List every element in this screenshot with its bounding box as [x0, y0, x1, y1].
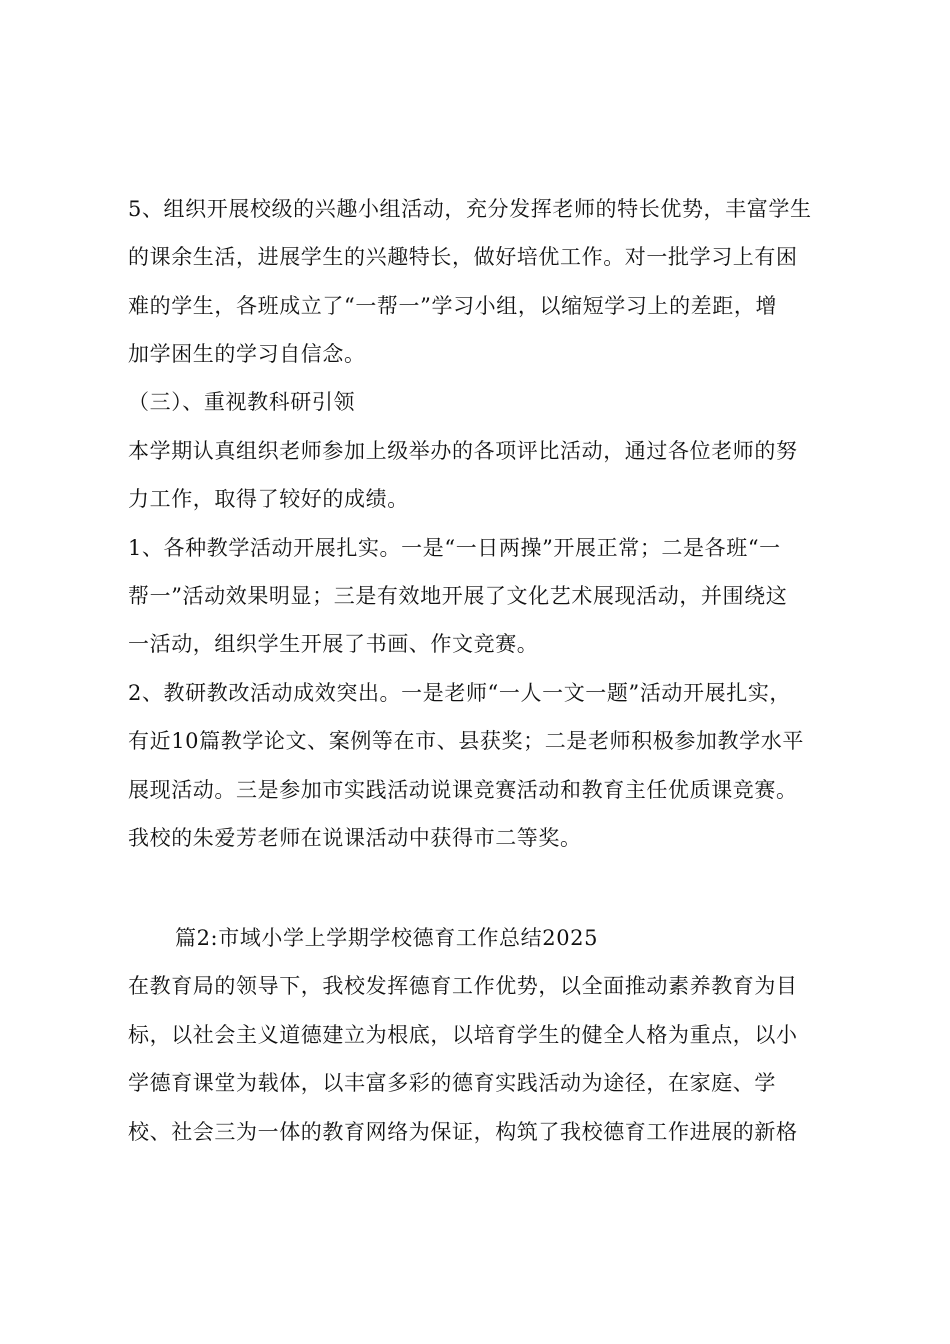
section-heading: （三）、重视教科研引领 [128, 390, 356, 414]
paragraph-line: 力工作，取得了较好的成绩。 [128, 487, 409, 511]
paragraph-line: 加学困生的学习自信念。 [128, 342, 366, 366]
paragraph-line: 校、社会三为一体的教育网络为保证，构筑了我校德育工作进展的新格 [128, 1120, 798, 1144]
paragraph-line: 有近10篇教学论文、案例等在市、县获奖；二是老师积极参加教学水平 [128, 729, 804, 753]
paragraph-line: 本学期认真组织老师参加上级举办的各项评比活动，通过各位老师的努 [128, 439, 798, 463]
paragraph-line: 在教育局的领导下，我校发挥德育工作优势，以全面推动素养教育为目 [128, 974, 798, 998]
paragraph-line: 1、各种教学活动开展扎实。一是“一日两操”开展正常；二是各班“一 [128, 536, 781, 560]
article-title: 篇2:市域小学上学期学校德育工作总结2025 [175, 926, 599, 950]
paragraph-line: 我校的朱爱芳老师在说课活动中获得市二等奖。 [128, 826, 582, 850]
paragraph-line: 学德育课堂为载体，以丰富多彩的德育实践活动为途径，在家庭、学 [128, 1071, 776, 1095]
paragraph-line: 2、教研教改活动成效突出。一是老师“一人一文一题”活动开展扎实， [128, 681, 792, 705]
paragraph-line: 5、组织开展校级的兴趣小组活动，充分发挥老师的特长优势，丰富学生 [128, 197, 812, 221]
paragraph-line: 一活动，组织学生开展了书画、作文竞赛。 [128, 632, 539, 656]
paragraph-line: 帮一”活动效果明显；三是有效地开展了文化艺术展现活动，并围绕这 [128, 584, 788, 608]
paragraph-line: 标，以社会主义道德建立为根底，以培育学生的健全人格为重点，以小 [128, 1023, 798, 1047]
paragraph-line: 展现活动。三是参加市实践活动说课竞赛活动和教育主任优质课竞赛。 [128, 778, 798, 802]
paragraph-line: 难的学生，各班成立了“一帮一”学习小组，以缩短学习上的差距，增 [128, 294, 778, 318]
paragraph-line: 的课余生活，进展学生的兴趣特长，做好培优工作。对一批学习上有困 [128, 245, 798, 269]
